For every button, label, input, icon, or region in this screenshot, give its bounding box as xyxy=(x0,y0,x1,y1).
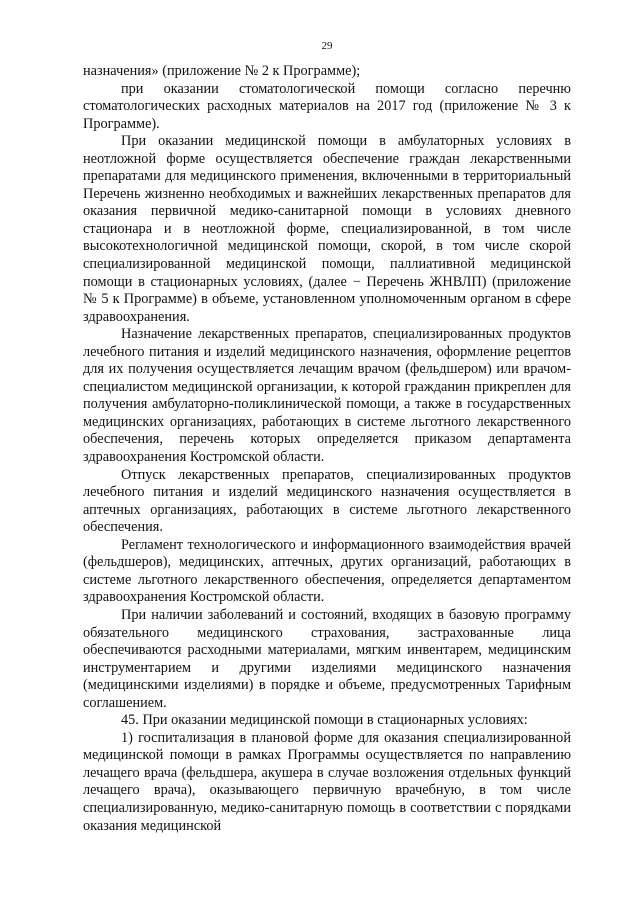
paragraph-3: При оказании медицинской помощи в амбулаторных условиях в неотложной форме осуществляется обеспечение граждан лекарственными препаратами для медицинского применения, включенными в территориальный Перечень жизненно необходимых и важнейших лекарственных препаратов для оказания первичной медико-санитарной помощи в условиях дневного стационара и в неотложной форме, специализированной, в том числе высокотехнологичной медицинской помощи, скорой, в том числе скорой специализированной медицинской помощи, паллиативной медицинской помощи в стационарных условиях, (далее − Перечень ЖНВЛП) (приложение № 5 к Программе) в объеме, установленном уполномоченным органом в сфере здравоохранения. xyxy=(83,133,571,325)
paragraph-8: 45. При оказании медицинской помощи в стационарных условиях: xyxy=(121,712,528,729)
paragraph-9: 1) госпитализация в плановой форме для оказания специализированной медицинской помощи в рамках Программы осуществляется по направлению лечащего врача (фельдшера, акушера в случае возложения отдельных функций лечащего врача), оказывающего первичную врачебную, в том числе специализированную, медико-санитарную помощь в соответствии с порядками оказания медицинской xyxy=(83,729,571,834)
paragraph-5: Отпуск лекарственных препаратов, специализированных продуктов лечебного питания и изделий медицинского назначения осуществляется в аптечных организациях, работающих в системе льготного лекарственного обеспечения. xyxy=(83,466,571,536)
paragraph-2: при оказании стоматологической помощи согласно перечню стоматологических расходных материалов на 2017 год (приложение № 3 к Программе). xyxy=(83,80,571,132)
paragraph-1: назначения» (приложение № 2 к Программе); xyxy=(83,63,361,79)
paragraph-6: Регламент технологического и информационного взаимодействия врачей (фельдшеров), медицинских, аптечных, других организаций, работающих в системе льготного лекарственного обеспечения, определяется департаментом здравоохранения Костромской области. xyxy=(83,536,571,606)
paragraph-4: Назначение лекарственных препаратов, специализированных продуктов лечебного питания и изделий медицинского назначения, оформление рецептов для их получения осуществляется лечащим врачом (фельдшером) или врачом-специалистом медицинской организации, к которой гражданин прикреплен для получения амбулаторно-поликлинической помощи, а также в государственных медицинских организациях, работающих в системе льготного лекарственного обеспечения, перечень которых определяется приказом департамента здравоохранения Костромской области. xyxy=(83,326,571,466)
paragraph-7: При наличии заболеваний и состояний, входящих в базовую программу обязательного медицинского страхования, застрахованные лица обеспечиваются расходными материалами, мягким инвентарем, медицинским инструментарием и другими изделиями медицинского назначения (медицинскими изделиями) в порядке и объеме, предусмотренных Тарифным соглашением. xyxy=(83,606,571,711)
page-number: 29 xyxy=(321,40,333,52)
